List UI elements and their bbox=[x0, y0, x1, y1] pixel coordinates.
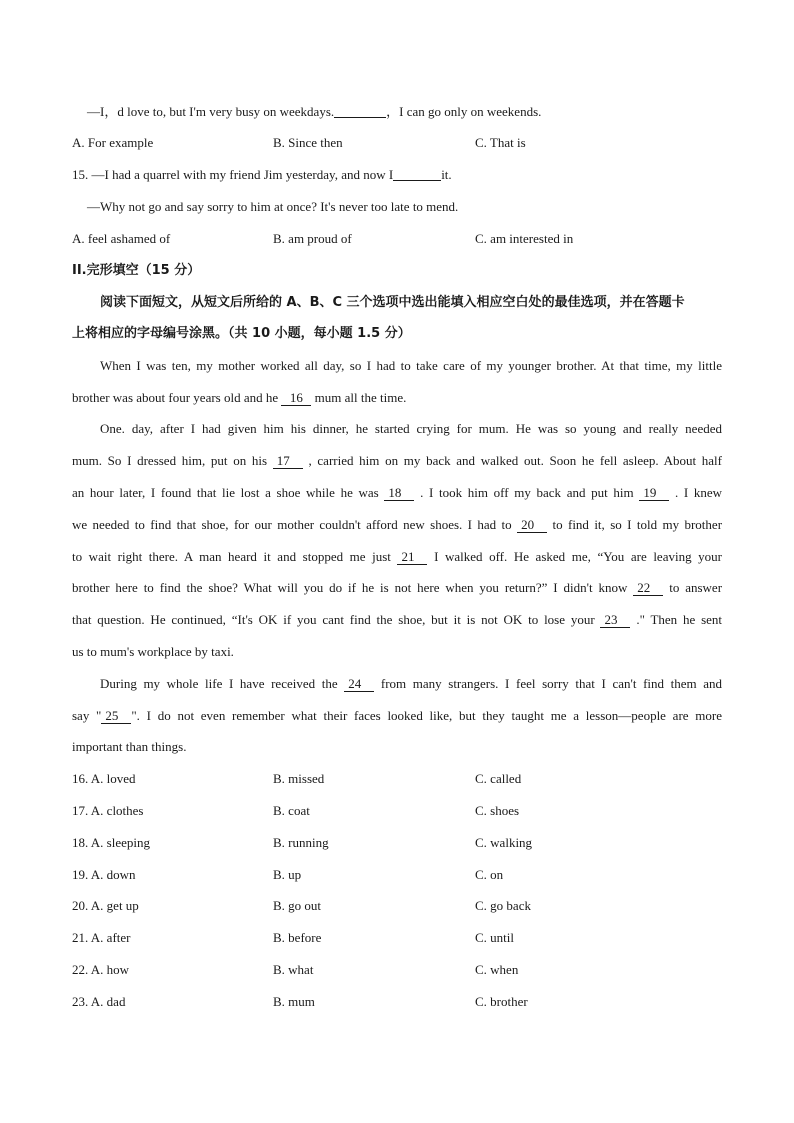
q14-blank bbox=[334, 104, 386, 118]
q14-option-c: C. That is bbox=[475, 135, 526, 150]
q14-response-text: —I，d love to, but I'm very busy on weekdays. bbox=[87, 104, 335, 119]
answer-option-a: 22. A. how bbox=[72, 962, 130, 977]
passage-text: ." Then he sent bbox=[636, 612, 723, 627]
q14-option-a: A. For example bbox=[72, 135, 154, 150]
answer-option-c: C. go back bbox=[475, 898, 531, 913]
answer-option-b: B. what bbox=[273, 962, 314, 977]
section-heading: II.完形填空（15 分） bbox=[72, 263, 201, 278]
passage-text: we needed to find that shoe, for our mother couldn't afford new shoes. I had to bbox=[72, 517, 512, 532]
answer-option-b: B. missed bbox=[273, 771, 325, 786]
answer-option-b: B. running bbox=[273, 835, 329, 850]
answer-option-a: 20. A. get up bbox=[72, 898, 139, 913]
answer-option-c: C. walking bbox=[475, 835, 533, 850]
passage-text: During my whole life I have received the bbox=[100, 676, 338, 691]
q15-option-b: B. am proud of bbox=[273, 231, 352, 246]
passage-text: I walked off. He asked me, “You are leaving your bbox=[434, 549, 722, 564]
answer-option-b: B. coat bbox=[273, 803, 310, 818]
q15-stem bbox=[72, 166, 722, 184]
q15-option-a: A. feel ashamed of bbox=[72, 231, 171, 246]
answer-option-c: C. brother bbox=[475, 994, 528, 1009]
answer-option-a: 23. A. dad bbox=[72, 994, 126, 1009]
section-instructions-1: 阅读下面短文，从短文后所给的 A、B、C 三个选项中选出能填入相应空白处的最佳选项，并在答题卡 bbox=[100, 295, 685, 310]
q14-response bbox=[87, 103, 737, 121]
q15-option-c: C. am interested in bbox=[475, 231, 574, 246]
answer-option-c: C. until bbox=[475, 930, 515, 945]
answer-option-b: B. before bbox=[273, 930, 322, 945]
passage-line bbox=[72, 707, 722, 725]
q15-stem-text: 15. —I had a quarrel with my friend Jim yesterday, and now I bbox=[72, 167, 394, 182]
blank-22: 22 bbox=[633, 581, 663, 596]
passage-text: . I took him off my back and put him bbox=[420, 485, 634, 500]
answer-option-a: 21. A. after bbox=[72, 930, 131, 945]
blank-25: 25 bbox=[101, 709, 131, 724]
passage-text: brother was about four years old and he bbox=[72, 390, 279, 405]
passage-text: that question. He continued, “It's OK if you cant find the shoe, but it is not OK to lose your bbox=[72, 612, 595, 627]
passage-line: When I was ten, my mother worked all day, so I had to take care of my younger brother. At that time, my little bbox=[100, 358, 722, 373]
blank-23: 23 bbox=[600, 613, 630, 628]
answer-option-c: C. when bbox=[475, 962, 519, 977]
blank-17: 17 bbox=[273, 454, 303, 469]
passage-text: to find it, so I told my brother bbox=[552, 517, 723, 532]
passage-line bbox=[72, 389, 722, 407]
passage-text: from many strangers. I feel sorry that I can't find them and bbox=[380, 676, 723, 691]
answer-option-b: B. mum bbox=[273, 994, 315, 1009]
passage-line: important than things. bbox=[72, 739, 187, 754]
section-instructions-2: 上将相应的字母编号涂黑。（共 10 小题，每小题 1.5 分） bbox=[72, 326, 411, 341]
answer-option-a: 16. A. loved bbox=[72, 771, 136, 786]
passage-text: to answer bbox=[669, 580, 723, 595]
blank-19: 19 bbox=[639, 486, 669, 501]
blank-18: 18 bbox=[384, 486, 414, 501]
q14-response-text-end: ，I can go only on weekends. bbox=[386, 104, 542, 119]
answer-option-a: 17. A. clothes bbox=[72, 803, 144, 818]
passage-line bbox=[72, 484, 722, 502]
passage-text: mum all the time. bbox=[314, 390, 407, 405]
passage-line: us to mum's workplace by taxi. bbox=[72, 644, 234, 659]
blank-20: 20 bbox=[517, 518, 547, 533]
q15-stem-end: it. bbox=[441, 167, 452, 182]
passage-text: mum. So I dressed him, put on his bbox=[72, 453, 268, 468]
passage-text: an hour later, I found that lie lost a shoe while he was bbox=[72, 485, 379, 500]
blank-24: 24 bbox=[344, 677, 374, 692]
q14-option-b: B. Since then bbox=[273, 135, 343, 150]
answer-option-b: B. up bbox=[273, 867, 302, 882]
blank-16: 16 bbox=[281, 391, 311, 406]
passage-text: say " bbox=[72, 708, 102, 723]
passage-text: brother here to find the shoe? What will you do if he is not here when you return?” I didn't know bbox=[72, 580, 628, 595]
passage-line bbox=[72, 516, 722, 534]
answer-option-a: 18. A. sleeping bbox=[72, 835, 150, 850]
passage-text: to wait right there. A man heard it and stopped me just bbox=[72, 549, 391, 564]
answer-option-c: C. on bbox=[475, 867, 504, 882]
passage-text: . I knew bbox=[674, 485, 723, 500]
blank-21: 21 bbox=[397, 550, 427, 565]
answer-option-c: C. called bbox=[475, 771, 522, 786]
q15-blank bbox=[393, 167, 441, 181]
q15-response: —Why not go and say sorry to him at once? It's never too late to mend. bbox=[87, 199, 459, 214]
passage-text: ". I do not even remember what their faces looked like, but they taught me a lesson—people are more bbox=[131, 708, 722, 723]
answer-option-c: C. shoes bbox=[475, 803, 520, 818]
passage-line: One. day, after I had given him his dinner, he started crying for mum. He was so young and really needed bbox=[100, 421, 722, 436]
passage-text: , carried him on my back and walked out. Soon he fell asleep. About half bbox=[308, 453, 722, 468]
passage-line bbox=[72, 579, 722, 597]
passage-line bbox=[72, 611, 722, 629]
answer-option-b: B. go out bbox=[273, 898, 322, 913]
passage-line bbox=[72, 452, 722, 470]
answer-option-a: 19. A. down bbox=[72, 867, 136, 882]
passage-line bbox=[72, 548, 722, 566]
passage-line bbox=[100, 675, 722, 693]
